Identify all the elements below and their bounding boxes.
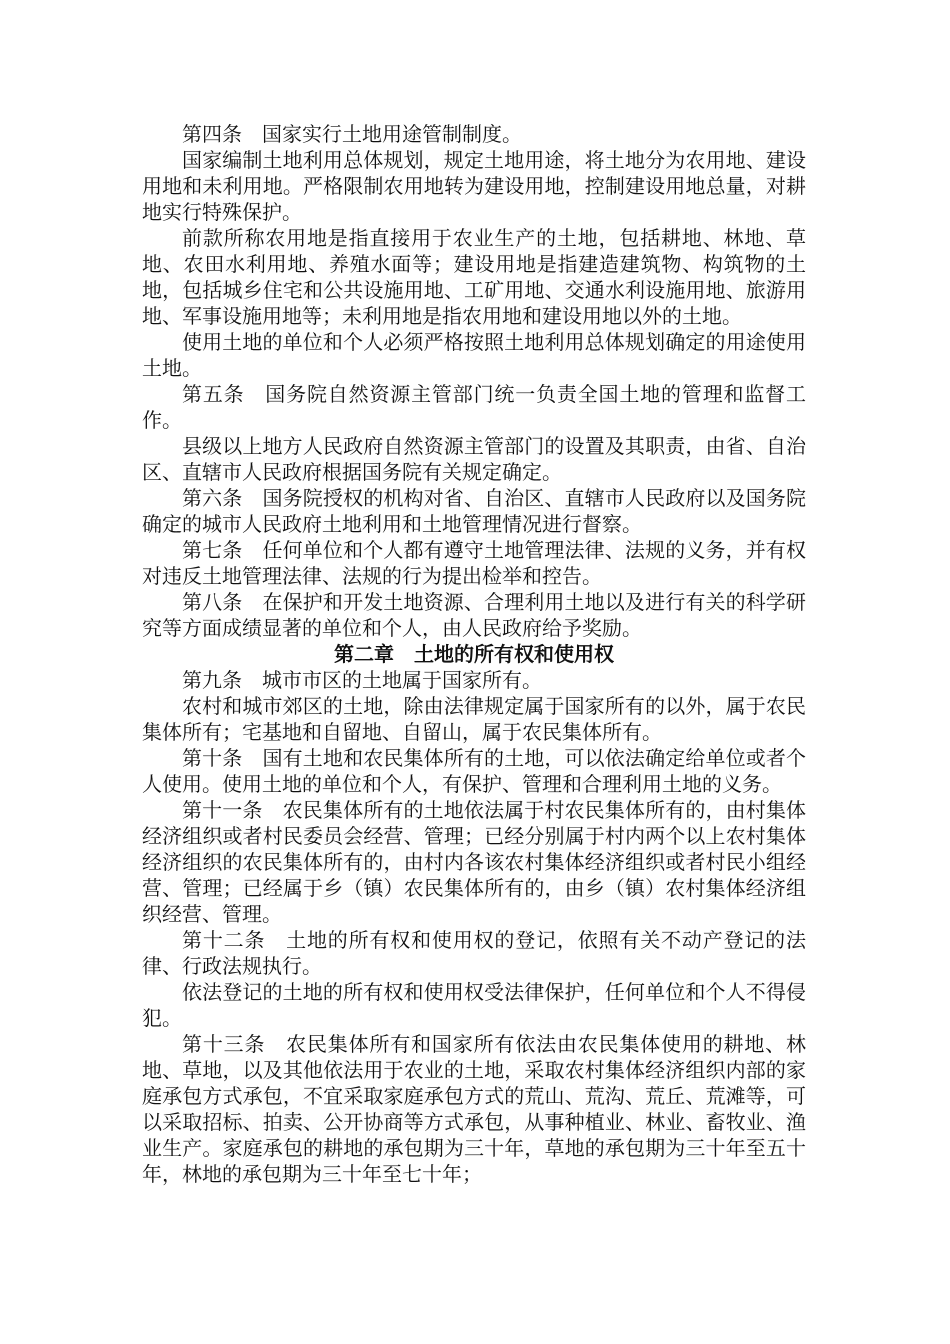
paragraph-article-7: 第七条 任何单位和个人都有遵守土地管理法律、法规的义务，并有权对违反土地管理法律、法规的行为提出检举和控告。 [142, 538, 806, 588]
paragraph-article-13: 第十三条 农民集体所有和国家所有依法由农民集体使用的耕地、林地、草地，以及其他依法用于农业的土地，采取农村集体经济组织内部的家庭承包方式承包，不宜采取家庭承包方式的荒山、荒沟、荒丘、荒滩等，可以采取招标、拍卖、公开协商等方式承包，从事种植业、林业、畜牧业、渔业生产。家庭承包的耕地的承包期为三十年，草地的承包期为三十年至五十年，林地的承包期为三十年至七十年； [142, 1032, 806, 1186]
paragraph-article-6: 第六条 国务院授权的机构对省、自治区、直辖市人民政府以及国务院确定的城市人民政府土地利用和土地管理情况进行督察。 [142, 486, 806, 536]
paragraph-collective-land: 农村和城市郊区的土地，除由法律规定属于国家所有的以外，属于农民集体所有；宅基地和自留地、自留山，属于农民集体所有。 [142, 694, 806, 744]
paragraph-article-5: 第五条 国务院自然资源主管部门统一负责全国土地的管理和监督工作。 [142, 382, 806, 432]
paragraph-article-12: 第十二条 土地的所有权和使用权的登记，依照有关不动产登记的法律、行政法规执行。 [142, 928, 806, 978]
paragraph-article-8: 第八条 在保护和开发土地资源、合理利用土地以及进行有关的科学研究等方面成绩显著的单位和个人，由人民政府给予奖励。 [142, 590, 806, 640]
paragraph-registration-protection: 依法登记的土地的所有权和使用权受法律保护，任何单位和个人不得侵犯。 [142, 980, 806, 1030]
document-page [142, 121, 806, 1187]
paragraph-land-use-compliance: 使用土地的单位和个人必须严格按照土地利用总体规划确定的用途使用土地。 [142, 330, 806, 380]
paragraph-article-9: 第九条 城市市区的土地属于国家所有。 [182, 668, 542, 692]
paragraph-local-departments: 县级以上地方人民政府自然资源主管部门的设置及其职责，由省、自治区、直辖市人民政府根据国务院有关规定确定。 [142, 434, 806, 484]
paragraph-land-planning: 国家编制土地利用总体规划，规定土地用途，将土地分为农用地、建设用地和未利用地。严格限制农用地转为建设用地，控制建设用地总量，对耕地实行特殊保护。 [142, 148, 806, 224]
paragraph-land-definitions: 前款所称农用地是指直接用于农业生产的土地，包括耕地、林地、草地、农田水利用地、养殖水面等；建设用地是指建造建筑物、构筑物的土地，包括城乡住宅和公共设施用地、工矿用地、交通水利设施用地、旅游用地、军事设施用地等；未利用地是指农用地和建设用地以外的土地。 [142, 226, 806, 328]
paragraph-article-4: 第四条 国家实行土地用途管制制度。 [182, 122, 522, 146]
chapter-heading: 第二章 土地的所有权和使用权 [334, 642, 614, 666]
paragraph-article-10: 第十条 国有土地和农民集体所有的土地，可以依法确定给单位或者个人使用。使用土地的单位和个人，有保护、管理和合理利用土地的义务。 [142, 746, 806, 796]
paragraph-article-11: 第十一条 农民集体所有的土地依法属于村农民集体所有的，由村集体经济组织或者村民委员会经营、管理；已经分别属于村内两个以上农村集体经济组织的农民集体所有的，由村内各该农村集体经济组织或者村民小组经营、管理；已经属于乡（镇）农民集体所有的，由乡（镇）农村集体经济组织经营、管理。 [142, 798, 806, 926]
